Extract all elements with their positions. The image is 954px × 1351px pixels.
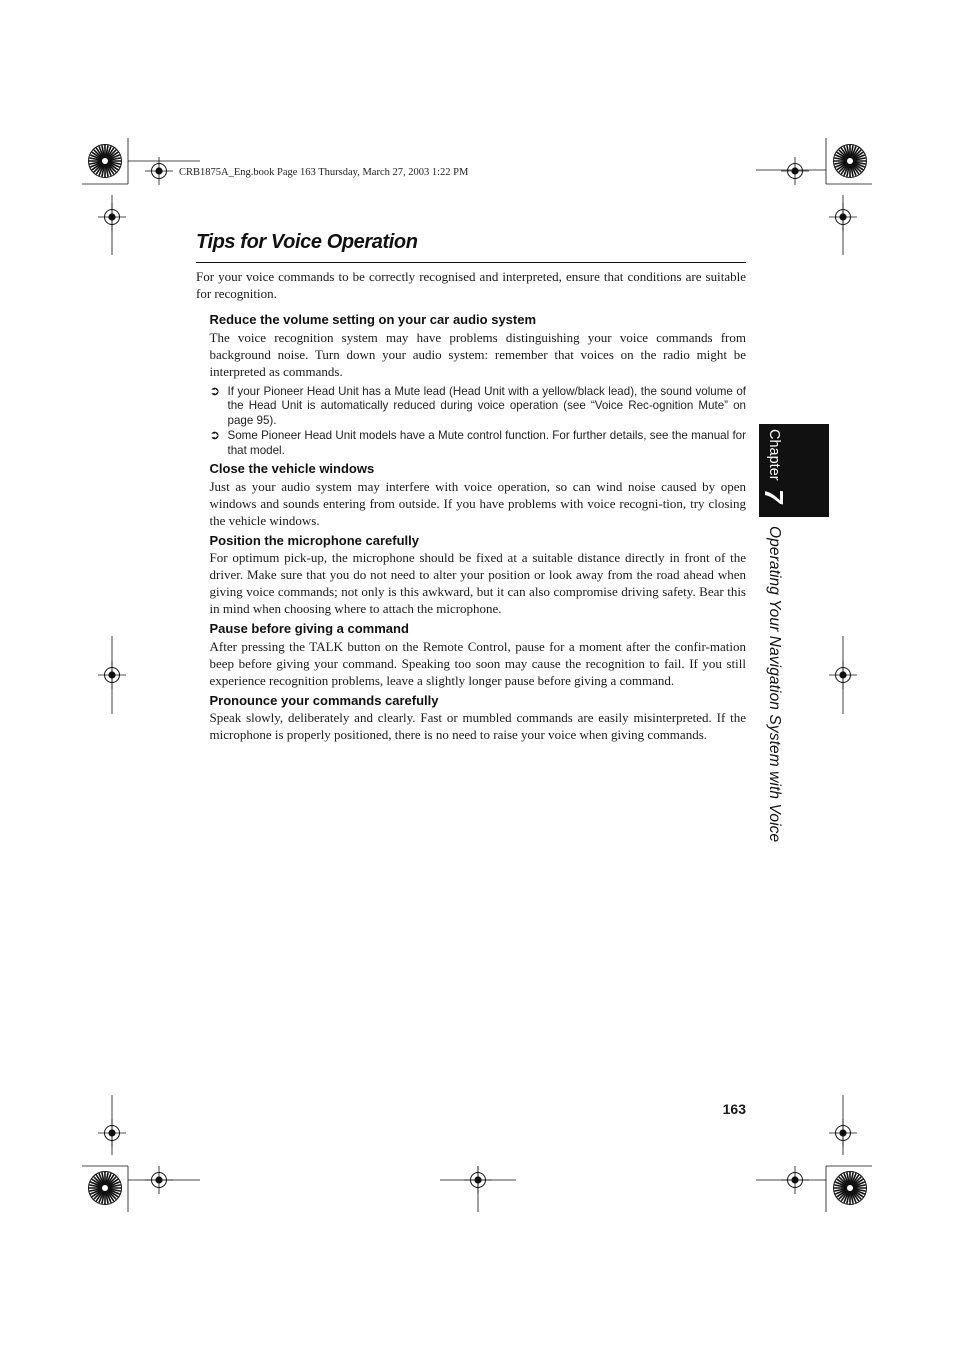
main-content: [196, 268, 746, 743]
chapter-tab-label: [759, 429, 789, 504]
page-title: Tips for Voice Operation: [196, 231, 418, 253]
note-text: If your Pioneer Head Unit has a Mute lead (Head Unit with a yellow/black lead), the sound volume of the Head Unit is automatically reduced during voice operation (see “Voice Rec-ognition Mute” on page 95).: [227, 384, 746, 427]
file-info-line: CRB1875A_Eng.book Page 163 Thursday, March 27, 2003 1:22 PM: [179, 167, 469, 178]
section-close-windows: [210, 461, 747, 529]
section-body: Just as your audio system may interfere with voice operation, so can wind noise caused by open windows and sounds entering from outside. If you have problems with voice recogni-tion, try closing the vehicle windows.: [209, 478, 746, 528]
notes-list: [210, 385, 747, 459]
section-heading: Pause before giving a command: [209, 621, 409, 637]
section-reduce-volume: [210, 312, 747, 458]
note-arrow-icon: ➲: [209, 383, 220, 398]
chapter-number: 7: [759, 488, 789, 504]
section-body: Speak slowly, deliberately and clearly. Fast or mumbled commands are easily misinterpreted. If the microphone is properly positioned, there is no need to raise your voice when giving commands.: [209, 710, 746, 743]
section-position-microphone: [210, 533, 747, 618]
section-body: For optimum pick-up, the microphone should be fixed at a suitable distance directly in front of the driver. Make sure that you do not need to alter your position or look away from the road ahead when giving voice commands; not only is this awkward, but it can also compromise driving safety. Bear this in mind when choosing where to attach the microphone.: [209, 550, 746, 617]
section-pronounce-carefully: [210, 693, 747, 744]
section-heading: Pronounce your commands carefully: [209, 692, 439, 708]
section-pause-before-command: [210, 621, 747, 689]
note-text: Some Pioneer Head Unit models have a Mute control function. For further details, see the manual for that model.: [227, 429, 746, 457]
note-item: [210, 385, 747, 429]
section-heading: Reduce the volume setting on your car audio system: [209, 312, 537, 327]
section-heading: Close the vehicle windows: [209, 461, 375, 477]
note-item: [210, 429, 747, 458]
chapter-label: Chapter: [766, 429, 782, 481]
section-body: The voice recognition system may have problems distinguishing your voice commands from background noise. Turn down your audio system: remember that voices on the radio might be interpreted as commands.: [209, 329, 746, 379]
section-body: After pressing the TALK button on the Remote Control, pause for a moment after the confir-mation beep before giving your command. Speaking too soon may cause the recognition to fail. If you still experience recognition problems, leave a slightly longer pause before giving a command.: [209, 638, 746, 688]
note-arrow-icon: ➲: [209, 428, 220, 443]
intro-paragraph: For your voice commands to be correctly recognised and interpreted, ensure that conditions are suitable for recognition.: [196, 269, 746, 301]
section-heading: Position the microphone carefully: [209, 532, 419, 548]
page-number: 163: [722, 1101, 746, 1117]
title-rule: [196, 262, 746, 263]
chapter-title: Operating Your Navigation System with Voice: [766, 526, 783, 843]
